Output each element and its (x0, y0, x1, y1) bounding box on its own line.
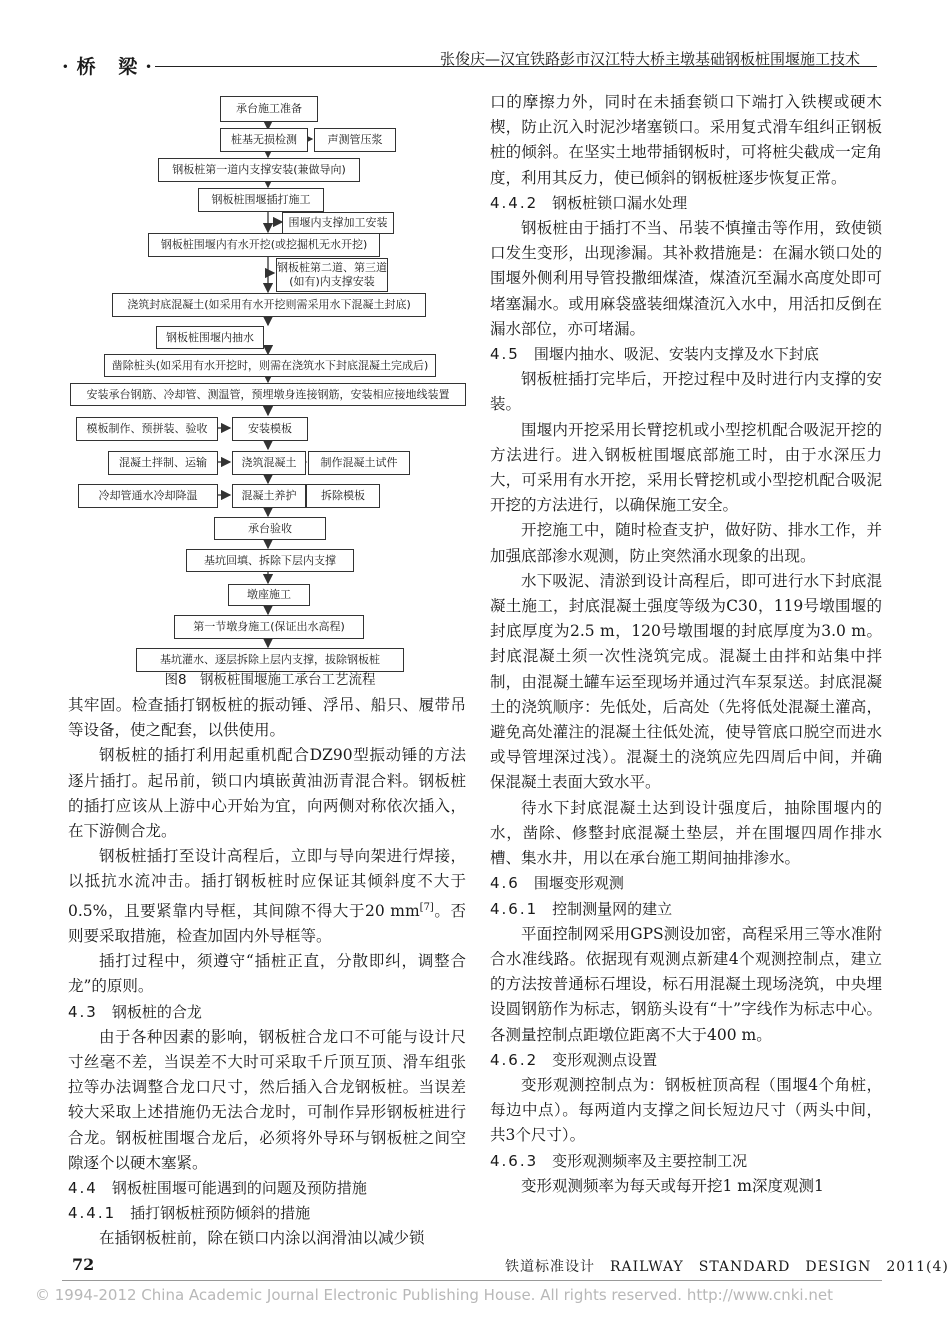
right-paragraph-7: 待水下封底混凝土达到设计强度后，抽除围堰内的水，凿除、修整封底混凝土垫层，并在围堰四周作排水槽、集水井，用以在承台施工期间抽排渗水。 (490, 798, 882, 868)
flow-step-14: 安装模板 (232, 417, 308, 441)
page-number: 72 (72, 1255, 95, 1274)
left-paragraph-3a: 钢板桩插打至设计高程后，立即与导向架进行焊接，以抵抗水流冲击。插打钢板桩时应保证其倾斜度不大于0.5%，且要紧靠内导框，其间隙不得大于20 mm (68, 847, 466, 920)
flow-step-2: 桩基无损检测 (220, 128, 308, 152)
heading-4-6-1: 4.6.1 控制测量网的建立 (490, 899, 673, 918)
right-paragraph-1: 口的摩擦力外，同时在未插套锁口下端打入铁楔或硬木楔，防止沉入时泥沙堵塞锁口。采用复式滑车组纠正钢板桩的倾斜。在坚实土地带插钢板时，可将桩尖截成一定角度，利用其反力，使已倾斜的钢板桩逐步恢复正常。 (490, 93, 882, 187)
journal-footer: 铁道标准设计 RAILWAY STANDARD DESIGN 2011(4) (505, 1259, 949, 1275)
heading-4-6-2: 4.6.2 变形观测点设置 (490, 1050, 658, 1069)
flow-step-16: 浇筑混凝土 (232, 451, 306, 475)
right-paragraph-10: 变形观测频率为每天或每开挖1 m深度观测1 (521, 1176, 824, 1195)
flow-step-25: 基坑灌水、逐层拆除上层内支撑，拔除钢板桩 (136, 648, 404, 672)
flowchart-figure (68, 92, 466, 672)
left-paragraph-4: 插打过程中，须遵守“插桩正直，分散即纠，调整合龙”的原则。 (68, 952, 466, 996)
flow-step-11: 凿除桩头(如采用有水开挖时，则需在浇筑水下封底混凝土完成后) (104, 354, 436, 377)
flow-step-22: 基坑回填、拆除下层内支撑 (186, 549, 354, 572)
left-paragraph-6: 在插钢板桩前，除在锁口内涂以润滑油以减少锁 (99, 1229, 425, 1248)
right-paragraph-3: 钢板桩插打完毕后，开挖过程中及时进行内支撑的安装。 (490, 370, 882, 414)
flow-step-15: 混凝土拌制、运输 (108, 451, 218, 475)
left-paragraph-5: 由于各种因素的影响，钢板桩合龙口不可能与设计尺寸丝毫不差，当误差不大时可采取千斤顶互顶、滑车组张拉等办法调整合龙口尺寸，然后插入合龙钢板桩。当误差较大采取上述措施仍无法合龙时，可制作异形钢板桩进行合龙。钢板桩围堰合龙后，必须将外导环与钢板桩之间空隙逐个以硬木塞紧。 (68, 1027, 466, 1172)
flow-step-7: 钢板桩围堰内有水开挖(或挖掘机无水开挖) (148, 233, 380, 257)
flow-step-20: 拆除模板 (306, 484, 380, 508)
heading-4-5: 4.5 围堰内抽水、吸泥、安装内支撑及水下封底 (490, 345, 819, 364)
flow-step-8: 钢板桩第二道、第三道(如有)内支撑安装 (276, 258, 388, 292)
flow-step-6: 围堰内支撑加工安装 (282, 212, 394, 234)
flow-step-3: 声测管压浆 (314, 128, 396, 152)
left-paragraph-2: 钢板桩的插打利用起重机配合DZ90型振动锤的方法逐片插打。起吊前，锁口内填嵌黄油沥青混合料。钢板桩的插打应该从上游中心开始为宜，向两侧对称依次插入，在下游侧合龙。 (68, 746, 466, 841)
heading-4-3: 4.3 钢板桩的合龙 (68, 1002, 202, 1021)
flow-step-17: 制作混凝土试件 (308, 451, 410, 475)
heading-4-6-3: 4.6.3 变形观测频率及主要控制工况 (490, 1151, 748, 1170)
right-paragraph-8: 平面控制网采用GPS测设加密，高程采用三等水准附合水准线路。依据现有观测点新建4个观测控制点，建立的方法按普通标石埋设，标石用混凝土现场浇筑，中央埋设圆钢筋作为标志，钢筋头设有“十”字线作为标志中心。各测量控制点距墩位距离不大于400 m。 (490, 924, 882, 1044)
heading-4-4-1: 4.4.1 插打钢板桩预防倾斜的措施 (68, 1204, 311, 1223)
right-column (490, 90, 882, 1199)
right-paragraph-5: 开挖施工中，随时检查支护，做好防、排水工作，并加强底部渗水观测，防止突然涌水现象的出现。 (490, 521, 882, 565)
flow-step-9: 浇筑封底混凝土(如采用有水开挖则需采用水下混凝土封底) (112, 293, 426, 317)
header-rule (155, 66, 877, 67)
flow-step-12: 安装承台钢筋、冷却管、测温管，预埋墩身连接钢筋，安装相应接地线装置 (70, 383, 466, 406)
heading-4-4-2: 4.4.2 钢板桩锁口漏水处理 (490, 193, 688, 212)
left-paragraph-1: 其牢固。检查插打钢板桩的振动锤、浮吊、船只、履带吊等设备，使之配套，以供使用。 (68, 696, 466, 740)
citation-ref: [7] (419, 901, 434, 913)
copyright-watermark: © 1994-2012 China Academic Journal Electronic Publishing House. All rights reserved. http://www.cnki.net (35, 1286, 833, 1304)
flow-step-1: 承台施工准备 (220, 96, 318, 122)
flow-step-21: 承台验收 (214, 517, 326, 540)
left-paragraph-3b: 。否则要采取措施，检查加固内外导框等。 (68, 901, 466, 945)
heading-4-4: 4.4 钢板桩围堰可能遇到的问题及预防措施 (68, 1179, 367, 1198)
flow-step-18: 冷却管通水冷却降温 (78, 484, 218, 508)
flow-step-10: 钢板桩围堰内抽水 (156, 326, 264, 349)
flow-step-4: 钢板桩第一道内支撑安装(兼做导向) (158, 158, 360, 182)
flow-step-13: 模板制作、预拼装、验收 (76, 417, 218, 441)
left-column (68, 693, 466, 1252)
flow-step-5: 钢板桩围堰插打施工 (198, 188, 324, 212)
right-paragraph-6: 水下吸泥、清淤到设计高程后，即可进行水下封底混凝土施工，封底混凝土强度等级为C30，119号墩围堰的封底厚度为2.5 m，120号墩围堰的封底厚度为3.0 m。封底混凝土须一次性浇筑完成。混凝土由拌和站集中拌制，由混凝土罐车运至现场并通过汽车泵泵送。封底混凝土的浇筑顺序：先低处，后高处（先将低处混凝土灌高，避免高处灌注的混凝土往低处流，使导管底口脱空而进水或导管埋深过浅）。混凝土的浇筑应先四周后中间，并确保混凝土表面大致水平。 (490, 571, 882, 792)
flow-step-24: 第一节墩身施工(保证出水高程) (174, 615, 364, 639)
right-paragraph-9: 变形观测控制点为：钢板桩顶高程（围堰4个角桩，每边中点）。每两道内支撑之间长短边尺寸（两头中间，共3个尺寸）。 (490, 1075, 882, 1145)
running-header-section: ·桥 梁· (62, 56, 160, 78)
figure-caption: 图8 钢板桩围堰施工承台工艺流程 (164, 672, 376, 688)
left-paragraph-3 (68, 844, 466, 949)
running-header-title: 张俊庆—汉宜铁路彭市汉江特大桥主墩基础钢板桩围堰施工技术 (439, 50, 860, 68)
right-paragraph-4: 围堰内开挖采用长臂挖机或小型挖机配合吸泥开挖的方法进行。进入钢板桩围堰底部施工时，由于水深压力大，可采用有水开挖，采用长臂挖机或小型挖机配合吸泥开挖的方法进行，以确保施工安全。 (490, 420, 882, 515)
flow-step-19: 混凝土养护 (232, 484, 306, 508)
right-paragraph-2: 钢板桩由于插打不当、吊装不慎撞击等作用，致使锁口发生变形，出现渗漏。其补救措施是：在漏水锁口处的围堰外侧利用导管投撒细煤渣，煤渣沉至漏水高度处即可堵塞漏水。或用麻袋盛装细煤渣沉入水中，用活扣反倒在漏水部位，亦可堵漏。 (490, 219, 882, 338)
heading-4-6: 4.6 围堰变形观测 (490, 874, 624, 893)
flow-step-23: 墩座施工 (228, 584, 310, 606)
footer-rule (62, 1280, 882, 1281)
